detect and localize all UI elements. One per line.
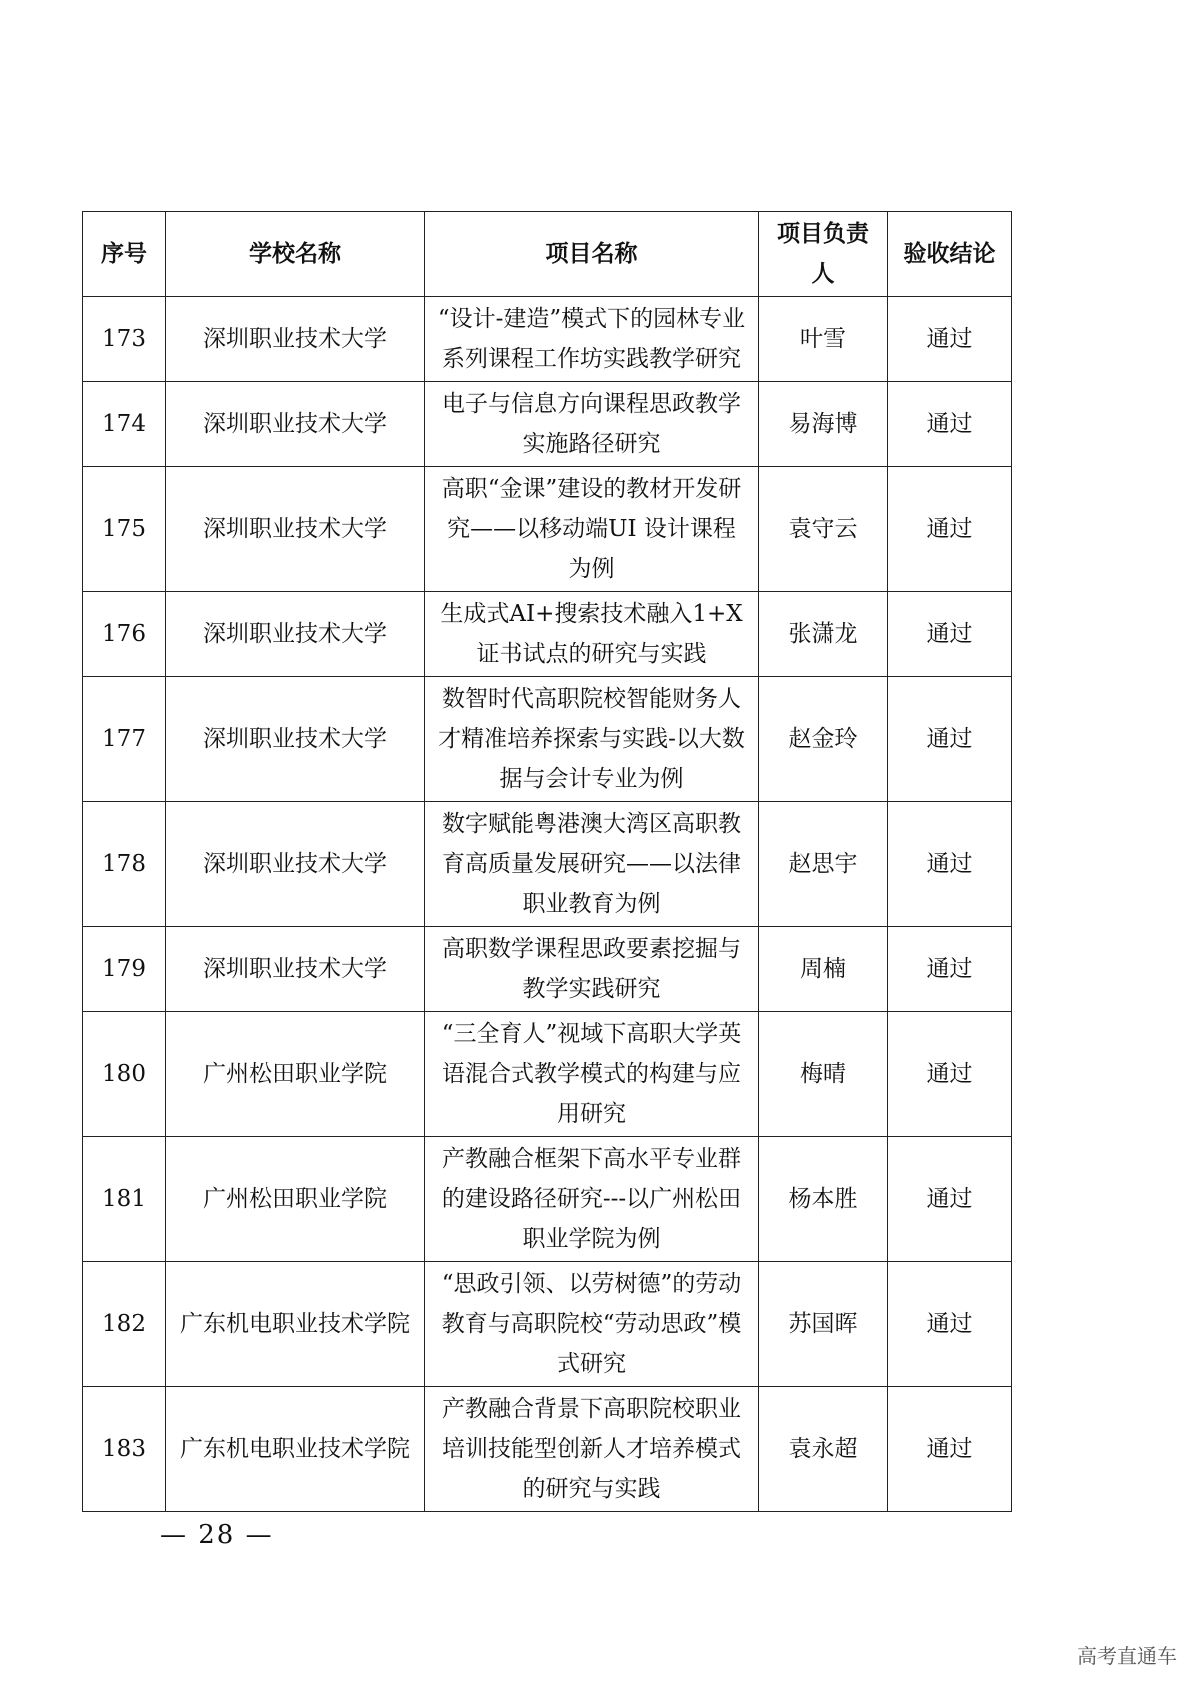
cell-number: 177 (83, 677, 166, 802)
header-result: 验收结论 (888, 212, 1012, 297)
cell-result: 通过 (888, 1012, 1012, 1137)
cell-result: 通过 (888, 1137, 1012, 1262)
cell-project: 高职“金课”建设的教材开发研究——以移动端UI 设计课程为例 (425, 467, 759, 592)
cell-leader: 苏国晖 (759, 1262, 888, 1387)
cell-result: 通过 (888, 382, 1012, 467)
table-row (83, 382, 1012, 467)
cell-school: 深圳职业技术大学 (166, 297, 425, 382)
cell-number: 179 (83, 927, 166, 1012)
cell-project: “三全育人”视域下高职大学英语混合式教学模式的构建与应用研究 (425, 1012, 759, 1137)
header-number: 序号 (83, 212, 166, 297)
cell-result: 通过 (888, 1262, 1012, 1387)
cell-number: 183 (83, 1387, 166, 1512)
cell-number: 175 (83, 467, 166, 592)
cell-result: 通过 (888, 1387, 1012, 1512)
cell-number: 182 (83, 1262, 166, 1387)
cell-number: 174 (83, 382, 166, 467)
table-row (83, 677, 1012, 802)
cell-school: 广州松田职业学院 (166, 1137, 425, 1262)
cell-result: 通过 (888, 592, 1012, 677)
cell-leader: 周楠 (759, 927, 888, 1012)
table-row (83, 1137, 1012, 1262)
page-number: — 28 — (160, 1520, 274, 1550)
table-row (83, 592, 1012, 677)
cell-school: 广东机电职业技术学院 (166, 1262, 425, 1387)
cell-result: 通过 (888, 802, 1012, 927)
cell-school: 深圳职业技术大学 (166, 382, 425, 467)
cell-school: 深圳职业技术大学 (166, 802, 425, 927)
table-row (83, 467, 1012, 592)
cell-leader: 叶雪 (759, 297, 888, 382)
cell-school: 深圳职业技术大学 (166, 677, 425, 802)
cell-leader: 袁永超 (759, 1387, 888, 1512)
header-leader: 项目负责人 (759, 212, 888, 297)
acceptance-results-table (82, 211, 1012, 1512)
cell-number: 180 (83, 1012, 166, 1137)
cell-leader: 赵思宇 (759, 802, 888, 927)
cell-leader: 张潇龙 (759, 592, 888, 677)
cell-project: 生成式AI+搜索技术融入1+X证书试点的研究与实践 (425, 592, 759, 677)
table-header-row (83, 212, 1012, 297)
cell-school: 深圳职业技术大学 (166, 592, 425, 677)
table-row (83, 1012, 1012, 1137)
cell-project: “思政引领、以劳树德”的劳动教育与高职院校“劳动思政”模式研究 (425, 1262, 759, 1387)
cell-number: 173 (83, 297, 166, 382)
cell-project: 高职数学课程思政要素挖掘与教学实践研究 (425, 927, 759, 1012)
cell-leader: 赵金玲 (759, 677, 888, 802)
cell-number: 176 (83, 592, 166, 677)
cell-school: 深圳职业技术大学 (166, 927, 425, 1012)
cell-project: “设计-建造”模式下的园林专业系列课程工作坊实践教学研究 (425, 297, 759, 382)
table-row (83, 1387, 1012, 1512)
table-row (83, 297, 1012, 382)
cell-number: 181 (83, 1137, 166, 1262)
header-school: 学校名称 (166, 212, 425, 297)
cell-project: 数智时代高职院校智能财务人才精准培养探索与实践-以大数据与会计专业为例 (425, 677, 759, 802)
cell-result: 通过 (888, 677, 1012, 802)
table-row (83, 1262, 1012, 1387)
header-project: 项目名称 (425, 212, 759, 297)
cell-school: 广州松田职业学院 (166, 1012, 425, 1137)
cell-result: 通过 (888, 927, 1012, 1012)
cell-leader: 易海博 (759, 382, 888, 467)
table-row (83, 802, 1012, 927)
cell-result: 通过 (888, 297, 1012, 382)
watermark-text: 高考直通车 (1077, 1644, 1177, 1668)
cell-result: 通过 (888, 467, 1012, 592)
cell-school: 深圳职业技术大学 (166, 467, 425, 592)
cell-number: 178 (83, 802, 166, 927)
cell-project: 产教融合背景下高职院校职业培训技能型创新人才培养模式的研究与实践 (425, 1387, 759, 1512)
table-body (83, 297, 1012, 1512)
cell-project: 数字赋能粤港澳大湾区高职教育高质量发展研究——以法律职业教育为例 (425, 802, 759, 927)
table-row (83, 927, 1012, 1012)
cell-leader: 袁守云 (759, 467, 888, 592)
cell-leader: 梅晴 (759, 1012, 888, 1137)
cell-project: 产教融合框架下高水平专业群的建设路径研究---以广州松田职业学院为例 (425, 1137, 759, 1262)
cell-project: 电子与信息方向课程思政教学实施路径研究 (425, 382, 759, 467)
cell-school: 广东机电职业技术学院 (166, 1387, 425, 1512)
cell-leader: 杨本胜 (759, 1137, 888, 1262)
